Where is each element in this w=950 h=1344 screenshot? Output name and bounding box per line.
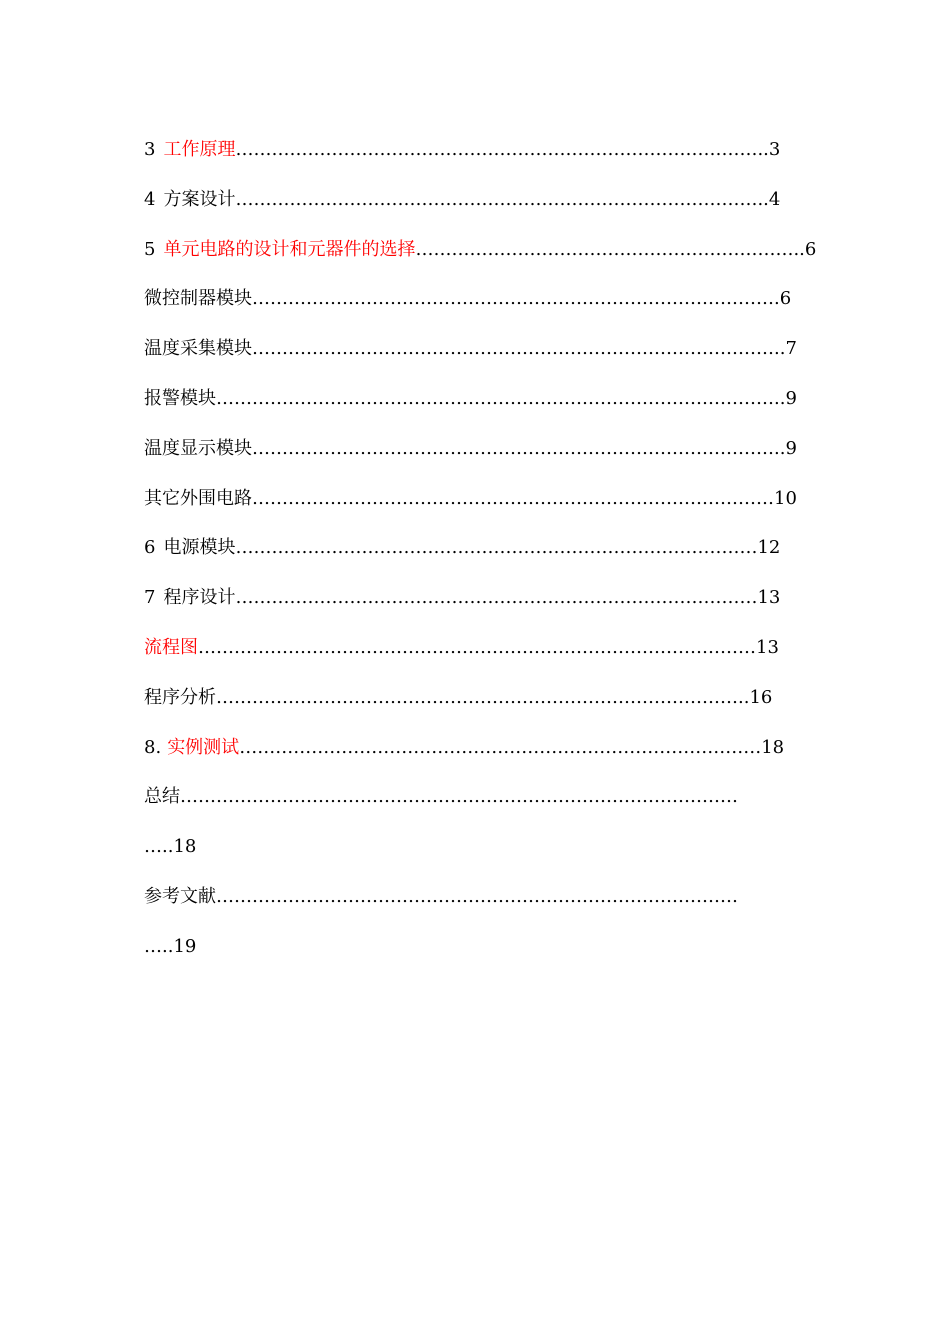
toc-page-number: …13 <box>738 636 779 658</box>
toc-entry[interactable] <box>144 188 804 212</box>
toc-entry-title: 总结 <box>144 786 180 808</box>
toc-dot-leader: ……………………………………………………………………………… <box>198 636 738 658</box>
table-of-contents <box>144 138 817 985</box>
toc-entry-title: 程序分析 <box>144 686 216 708</box>
toc-dot-leader: …………………………………………………………………………… <box>235 587 758 609</box>
toc-entry[interactable] <box>144 238 817 262</box>
toc-dot-leader: … <box>144 836 162 858</box>
toc-dot-leader: ………………………………………………………………………… <box>252 487 756 509</box>
toc-entry-title: 报警模块 <box>144 387 216 409</box>
toc-page-number: 18 <box>761 736 785 758</box>
toc-entry-continuation[interactable] <box>144 935 804 959</box>
toc-dot-leader: …………………………………………………………………………… <box>235 139 758 160</box>
toc-entry-title: 温度采集模块 <box>144 338 252 360</box>
toc-dot-leader: ………………………………………………………………………… <box>252 437 756 459</box>
toc-entry-number: 3 <box>144 139 156 160</box>
toc-page-number: …..9 <box>756 437 797 459</box>
toc-page-number: ..3 <box>757 139 781 160</box>
toc-dot-leader: …………………………………………………………………………… <box>235 188 758 210</box>
toc-entry[interactable] <box>144 785 804 809</box>
toc-page-number: .6 <box>774 288 792 310</box>
toc-entry-number: 8. <box>144 736 162 758</box>
toc-entry[interactable] <box>144 586 804 610</box>
toc-entry-title: 工作原理 <box>163 139 236 160</box>
toc-page-number: ..4 <box>757 188 781 210</box>
toc-page-number: 12 <box>757 537 781 559</box>
toc-entry-title: 单元电路的设计和元器件的选择 <box>163 238 416 260</box>
toc-dot-leader: ………………………………………………………………………………… <box>180 786 738 808</box>
toc-entry[interactable] <box>144 337 804 361</box>
toc-dot-leader: …………………………………………………………………………… <box>235 537 758 559</box>
toc-dot-leader: …………………………………………………………………………… <box>216 686 738 708</box>
toc-page-number: …10 <box>756 487 797 509</box>
toc-page-number: …..9 <box>756 387 797 409</box>
toc-dot-leader: …………………………………………………………………………… <box>216 885 738 907</box>
toc-entry-continuation[interactable] <box>144 835 804 859</box>
toc-entry-number: 7 <box>144 587 156 609</box>
toc-entry[interactable] <box>144 387 804 411</box>
toc-dot-leader: ……………………………………………………… <box>415 238 794 260</box>
toc-entry[interactable] <box>144 736 804 760</box>
toc-entry-title: 微控制器模块 <box>144 288 252 310</box>
toc-entry-number: 4 <box>144 188 156 210</box>
toc-entry[interactable] <box>144 287 804 311</box>
toc-entry-number: 6 <box>144 537 156 559</box>
toc-dot-leader: …………………………………………………………………………… <box>252 288 774 310</box>
toc-dot-leader: …………………………………………………………………………… <box>239 736 762 758</box>
toc-page-number: ..16 <box>738 686 773 708</box>
toc-entry[interactable] <box>144 536 804 560</box>
toc-entry[interactable] <box>144 487 804 511</box>
toc-page-number: …..7 <box>756 338 797 360</box>
toc-entry-title: 温度显示模块 <box>144 437 252 459</box>
toc-entry-title: 其它外围电路 <box>144 487 252 509</box>
toc-entry-title: 实例测试 <box>167 736 240 758</box>
toc-entry-title: 电源模块 <box>163 537 236 559</box>
toc-dot-leader: … <box>144 935 162 957</box>
toc-page-number: ..6 <box>793 238 817 260</box>
toc-page-number: ..19 <box>162 935 197 957</box>
toc-entry-title: 方案设计 <box>163 188 236 210</box>
toc-entry-title: 程序设计 <box>163 587 236 609</box>
toc-page-number: 13 <box>757 587 781 609</box>
toc-entry[interactable] <box>144 636 804 660</box>
toc-entry-title: 流程图 <box>144 636 198 658</box>
toc-entry[interactable] <box>144 138 804 162</box>
toc-entry-number: 5 <box>144 238 156 260</box>
toc-dot-leader: ………………………………………………………………………… <box>252 338 756 360</box>
toc-dot-leader: ……………………………………………………………………………… <box>216 387 756 409</box>
toc-entry[interactable] <box>144 437 804 461</box>
toc-page-number: ..18 <box>162 836 197 858</box>
toc-entry-title: 参考文献 <box>144 885 216 907</box>
toc-entry[interactable] <box>144 885 804 909</box>
toc-entry[interactable] <box>144 686 804 710</box>
